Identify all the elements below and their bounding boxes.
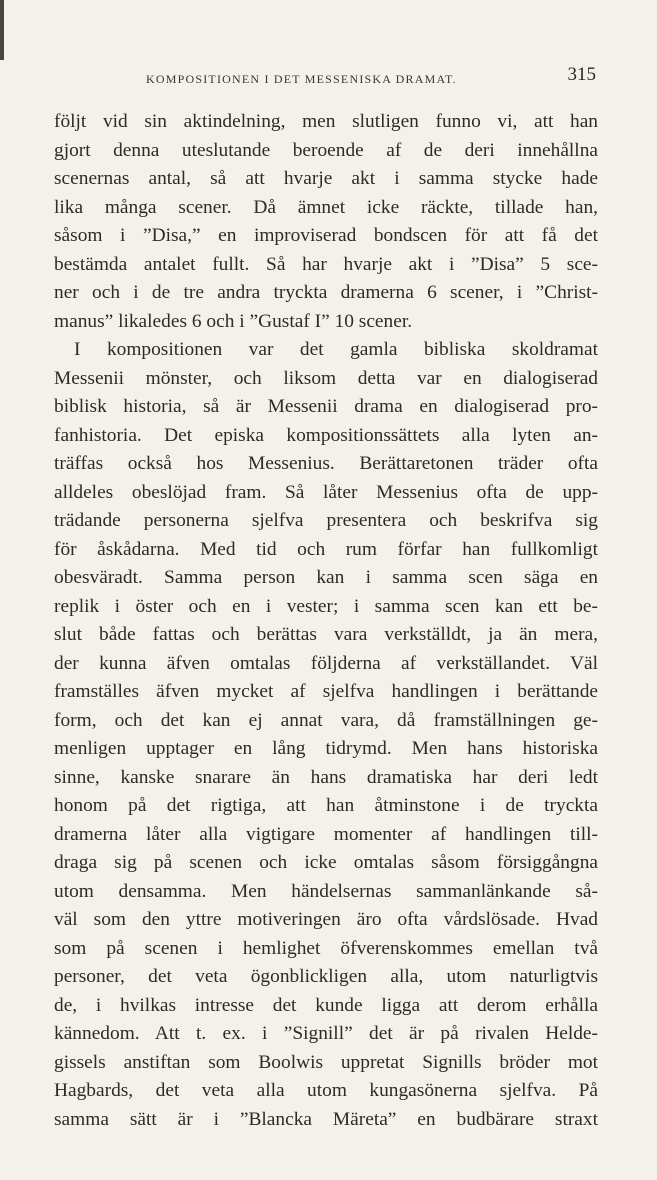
text-line: som på scenen i hemlighet öfverenskommes emellan två [54, 937, 598, 959]
text-line: scenernas antal, så att hvarje akt i samma stycke hade [54, 168, 598, 189]
page-number: 315 [567, 64, 596, 85]
text-line: kännedom. Att t. ex. i ”Signill” det är på rivalen Helde- [54, 1023, 598, 1044]
text-line: samma sätt är i ”Blancka Märeta” en budbärare straxt [54, 1108, 598, 1130]
paragraph-start-line: I kompositionen var det gamla bibliska skoldramat [74, 339, 598, 360]
text-line: menligen upptager en lång tidrymd. Men hans historiska [54, 738, 598, 759]
text-line: sinne, kanske snarare än hans dramatiska har deri ledt [54, 766, 598, 788]
text-line: trädande personerna sjelfva presentera och beskrifva sig [54, 510, 598, 531]
text-line: följt vid sin aktindelning, men slutligen funno vi, att han [54, 111, 598, 132]
running-head: KOMPOSITIONEN I DET MESSENISKA DRAMAT. [146, 72, 457, 86]
text-line: gjort denna uteslutande beroende af de deri innehållna [54, 139, 598, 161]
page-edge-shadow [0, 0, 4, 60]
text-line: lika många scener. Då ämnet icke räckte, tillade han, [54, 196, 598, 218]
text-line: honom på det rigtiga, att han åtminstone i de tryckta [54, 795, 598, 816]
text-line: form, och det kan ej annat vara, då framställningen ge- [54, 709, 598, 731]
text-line: replik i öster och en i vester; i samma scen kan ett be- [54, 595, 598, 617]
text-line: framställes äfven mycket af sjelfva handlingen i berättande [54, 681, 598, 702]
text-line: fanhistoria. Det episka kompositionssättets alla lyten an- [54, 424, 598, 446]
text-line: utom densamma. Men händelsernas sammanlänkande så- [54, 880, 598, 902]
text-line: såsom i ”Disa,” en improviserad bondscen för att få det [54, 225, 598, 246]
text-line: alldeles obeslöjad fram. Så låter Messenius ofta de upp- [54, 481, 598, 503]
body-text [54, 108, 598, 1134]
text-line: slut både fattas och berättas vara verkställdt, ja än mera, [54, 624, 598, 645]
text-line: Hagbards, det veta alla utom kungasönerna sjelfva. På [54, 1080, 598, 1101]
text-line: ner och i de tre andra tryckta dramerna 6 scener, i ”Christ- [54, 282, 598, 303]
text-line: träffas också hos Messenius. Berättaretonen träder ofta [54, 453, 598, 474]
page-header [54, 64, 598, 92]
text-line: draga sig på scenen och icke omtalas såsom försiggångna [54, 852, 598, 873]
text-line: för åskådarna. Med tid och rum förfar han fullkomligt [54, 538, 598, 560]
text-line: der kunna äfven omtalas följderna af verkställandet. Väl [54, 652, 598, 674]
text-line: väl som den yttre motiveringen äro ofta vårdslösade. Hvad [54, 909, 598, 930]
text-line: obesväradt. Samma person kan i samma scen säga en [54, 567, 598, 588]
text-line: manus” likaledes 6 och i ”Gustaf I” 10 scener. [54, 310, 413, 332]
text-line: biblisk historia, så är Messenii drama en dialogiserad pro- [54, 396, 598, 417]
text-line: bestämda antalet fullt. Så har hvarje akt i ”Disa” 5 sce- [54, 253, 598, 275]
text-line: de, i hvilkas intresse det kunde ligga att derom erhålla [54, 994, 598, 1016]
text-line: gissels anstiftan som Boolwis uppretat Signills bröder mot [54, 1051, 598, 1073]
text-line: Messenii mönster, och liksom detta var en dialogiserad [54, 367, 598, 389]
text-line: dramerna låter alla vigtigare momenter af handlingen till- [54, 823, 598, 845]
text-line: personer, det veta ögonblickligen alla, utom naturligtvis [54, 966, 598, 987]
